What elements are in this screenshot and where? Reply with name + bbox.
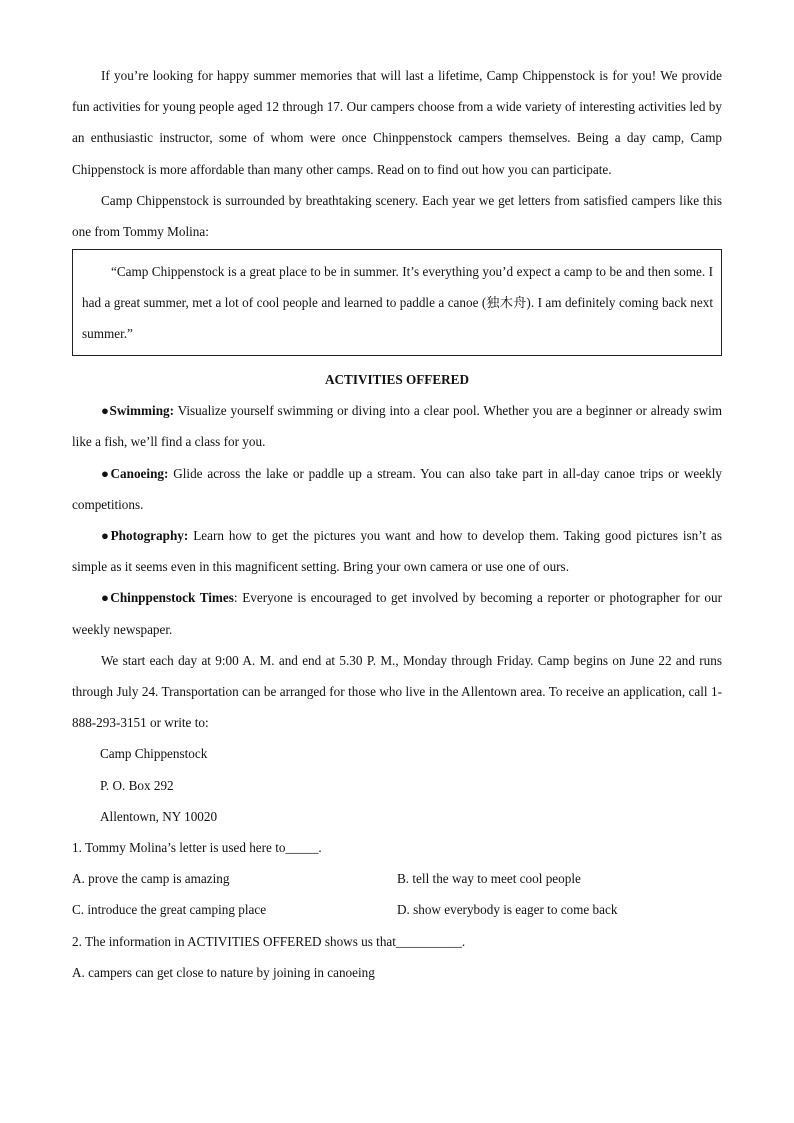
activity-title: Photography:: [110, 528, 189, 544]
option-d: D. show everybody is eager to come back: [397, 902, 618, 918]
option-c: C. introduce the great camping place: [72, 902, 267, 918]
intro-paragraph-2: Camp Chippenstock is surrounded by breathtaking scenery. Each year we get letters from satisfied campers like this one from Tommy Molina:: [72, 192, 722, 240]
option-b: B. tell the way to meet cool people: [397, 871, 581, 887]
activity-text: Learn how to get the pictures you want and how to develop them. Taking good pictures isn’t as simple as it seems even in this magnificent setting. Bring your own camera or use one of ours.: [72, 528, 723, 575]
activity-title: Swimming:: [109, 403, 175, 419]
option-a: A. prove the camp is amazing: [72, 871, 230, 887]
activity-text: : Everyone is encouraged to get involved by becoming a reporter or photographer for our weekly newspaper.: [72, 590, 722, 637]
question-1-options-row-1: [72, 863, 722, 894]
testimonial-box: [72, 249, 722, 356]
activity-newspaper: [72, 582, 722, 644]
activity-title: Canoeing:: [110, 465, 169, 481]
question-2-option-a: A. campers can get close to nature by joining in canoeing: [72, 964, 375, 980]
activity-title: Chinppenstock Times: [110, 590, 234, 606]
bullet-icon: ●: [101, 590, 111, 606]
activity-text: Visualize yourself swimming or diving into a clear pool. Whether you are a beginner or already swim like a fish, we’ll find a class for you.: [72, 403, 722, 450]
address-line-3: Allentown, NY 10020: [100, 808, 218, 824]
activity-swimming: [72, 395, 722, 457]
schedule-paragraph: We start each day at 9:00 A. M. and end at 5.30 P. M., Monday through Friday. Camp begins on June 22 and runs through July 24. Transportation can be arranged for those who live in the Allentown area. To receive an application, call 1-888-293-3151 or write to:: [72, 652, 722, 731]
document-page: [72, 60, 722, 988]
address-line-1: Camp Chippenstock: [100, 746, 208, 762]
activities-heading: ACTIVITIES OFFERED: [325, 372, 469, 388]
activity-photography: [72, 520, 722, 582]
question-1-stem: 1. Tommy Molina’s letter is used here to_____.: [72, 840, 322, 856]
intro-paragraph-1: If you’re looking for happy summer memories that will last a lifetime, Camp Chippenstock is for you! We provide fun activities for young people aged 12 through 17. Our campers choose from a wide variety of interesting activities led by an enthusiastic instructor, some of whom were once Chinppenstock campers themselves. Being a day camp, Camp Chippenstock is more affordable than many other camps. Read on to find out how you can participate.: [72, 68, 722, 177]
bullet-icon: ●: [101, 403, 110, 419]
question-1-options-row-2: [72, 894, 722, 925]
bullet-icon: ●: [101, 465, 111, 481]
address-line-2: P. O. Box 292: [100, 777, 174, 793]
testimonial-quote: “Camp Chippenstock is a great place to be in summer. It’s everything you’d expect a camp to be and then some. I had a great summer, met a lot of cool people and learned to paddle a canoe (独木舟). I am definitely coming back next summer.”: [82, 264, 713, 342]
activity-canoeing: [72, 458, 722, 520]
activity-text: Glide across the lake or paddle up a stream. You can also take part in all-day canoe trips or weekly competitions.: [72, 465, 722, 512]
question-2-stem: 2. The information in ACTIVITIES OFFERED shows us that__________.: [72, 933, 466, 949]
bullet-icon: ●: [101, 528, 111, 544]
